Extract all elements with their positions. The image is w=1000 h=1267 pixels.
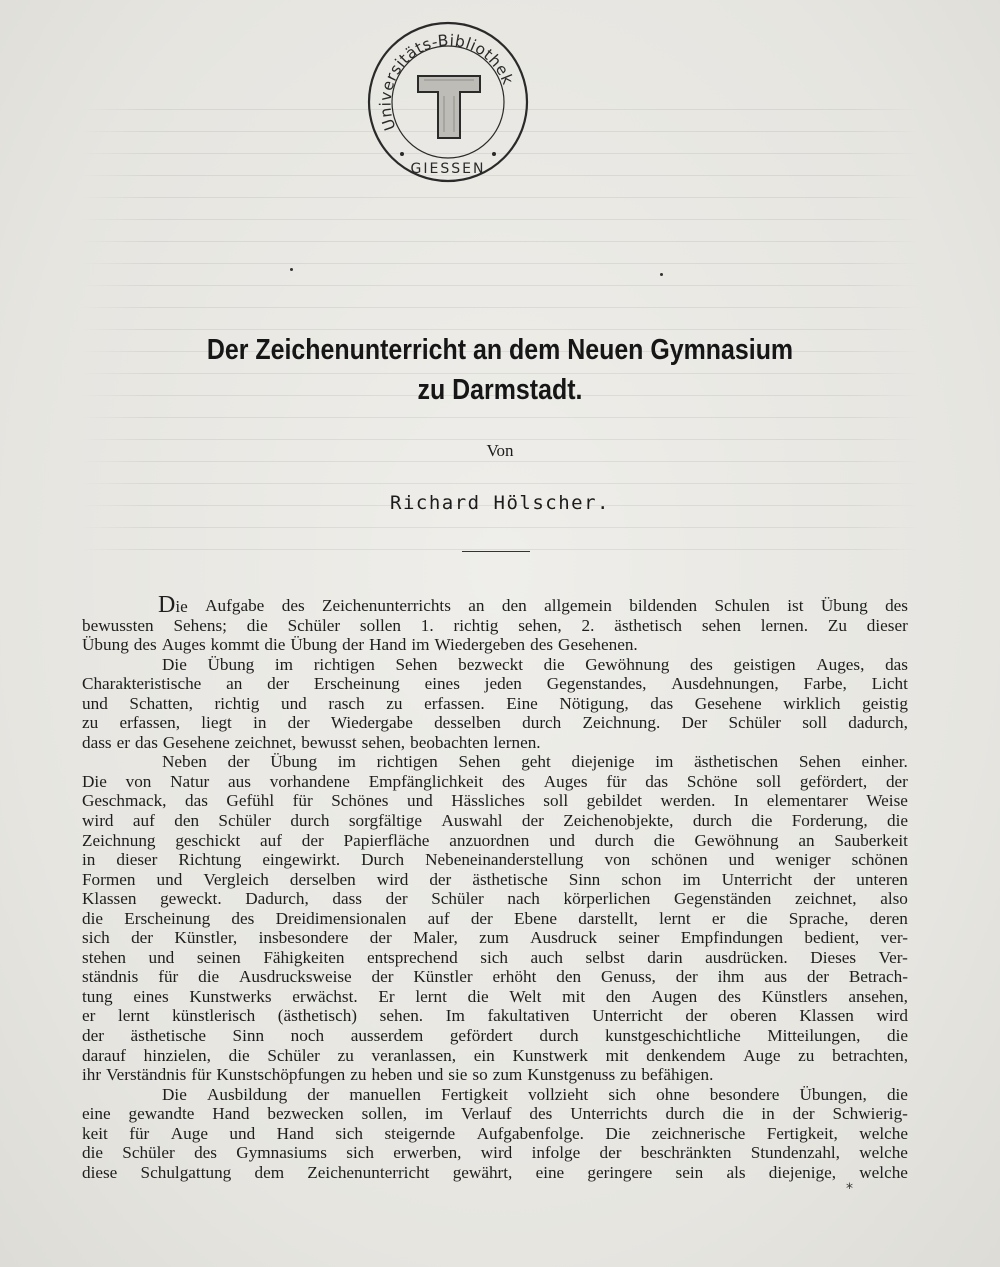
text-line: der ästhetische Sinn noch ausserdem gefördert durch kunstgeschichtliche Mitteilungen, die: [82, 1026, 908, 1046]
text-line: dass er das Gesehene zeichnet, bewusst sehen, beobachten lernen.: [82, 732, 541, 752]
text-line: Formen und Vergleich derselben wird der ästhetische Sinn schon im Unterricht der unteren: [82, 869, 908, 889]
text-line: diese Schulgattung dem Zeichenunterricht gewährt, eine geringere sein als diejenige, welche: [82, 1162, 908, 1182]
text-line: wird auf den Schüler durch sorgfältige Auswahl der Zeichenobjekte, durch die Forderung, die: [82, 811, 908, 831]
library-stamp: [366, 20, 530, 184]
stamp-graphic: [366, 20, 530, 184]
stamp-ring-text: Universitäts-Bibliothek: [376, 31, 518, 133]
article-title-line-2: zu Darmstadt.: [417, 374, 583, 406]
text-line: tung eines Kunstwerks erwächst. Er lernt die Welt mit den Augen des Künstlers ansehen,: [82, 986, 908, 1006]
text-line: Die Übung im richtigen Sehen bezweckt die Gewöhnung des geistigen Auges, das: [162, 654, 908, 674]
text-line: Zeichnung geschickt auf der Papierfläche anzuordnen und durch die Gewöhnung an Sauberkeit: [82, 830, 908, 850]
footer-mark: *: [846, 1181, 853, 1197]
text-line: und Schatten, richtig und rasch zu erfassen. Eine Nötigung, das Gesehene wirklich geistig: [82, 693, 908, 713]
byline-von: Von: [486, 441, 514, 460]
text-line: Geschmack, das Gefühl für Schönes und Hässliches soll gebildet werden. In elementarer Weise: [82, 791, 908, 811]
text-line: darauf hinzielen, die Schüler zu veranlassen, ein Kunstwerk mit denkendem Auge zu betrachten,: [82, 1045, 908, 1065]
author-name: Richard Hölscher.: [390, 492, 610, 514]
tau-cross-emblem: [418, 76, 480, 138]
text-line: stehen und seinen Fähigkeiten entsprechend sich auch selbst darin ausdrücken. Dieses Ver-: [82, 947, 908, 967]
text-line: Die Aufgabe des Zeichenunterrichts an den allgemein bildenden Schulen ist Übung des: [158, 592, 908, 618]
scan-speck: [290, 268, 293, 271]
separator-rule: [462, 551, 530, 552]
text-line: die Schüler des Gymnasiums sich erwerben, wird infolge der beschränkten Stundenzahl, welche: [82, 1143, 908, 1163]
text-line: Die von Natur aus vorhandene Empfänglichkeit des Auges für das Schöne soll gefördert, der: [82, 771, 908, 791]
article-body: [82, 592, 908, 1182]
text-line: zu erfassen, liegt in der Wiedergabe desselben durch Zeichnung. Der Schüler soll dadurch,: [82, 713, 908, 733]
text-line: keit für Auge und Hand sich steigernde Aufgabenfolge. Die zeichnerische Fertigkeit, welche: [82, 1123, 908, 1143]
text-line: eine gewandte Hand bezwecken sollen, im Verlauf des Unterrichts durch die in der Schwierig-: [82, 1104, 908, 1124]
text-line: er lernt künstlerisch (ästhetisch) sehen. Im fakultativen Unterricht der oberen Klassen wird: [82, 1006, 908, 1026]
text-line: in dieser Richtung eingewirkt. Durch Nebeneinanderstellung von schönen und weniger schönen: [82, 850, 908, 870]
text-line: ihr Verständnis für Kunstschöpfungen zu heben und sie so zum Kunstgenuss zu befähigen.: [82, 1065, 714, 1085]
text-line: Klassen geweckt. Dadurch, dass der Schüler nach körperlichen Gegenständen zeichnet, also: [82, 889, 908, 909]
text-line: bewussten Sehens; die Schüler sollen 1. richtig sehen, 2. ästhetisch sehen lernen. Zu dieser: [82, 615, 908, 635]
text-line: Übung des Auges kommt die Übung der Hand im Wiedergeben des Gesehenen.: [82, 635, 638, 655]
text-line: Charakteristische an der Erscheinung eines jeden Gegenstandes, Ausdehnungen, Farbe, Licht: [82, 674, 908, 694]
text-line: Neben der Übung im richtigen Sehen geht diejenige im ästhetischen Sehen einher.: [162, 752, 908, 772]
scan-speck: [660, 273, 663, 276]
text-line: ständnis für die Ausdrucksweise der Künstler erhöht den Genuss, der ihm aus der Betrach-: [82, 967, 908, 987]
article-title-line-1: Der Zeichenunterricht an dem Neuen Gymnasium: [206, 334, 794, 366]
stamp-city-text: GIESSEN: [410, 161, 486, 177]
text-line: sich der Künstler, insbesondere der Maler, zum Ausdruck seiner Empfindungen bedient, ver-: [82, 928, 908, 948]
text-line: die Erscheinung des Dreidimensionalen auf der Ebene darstellt, lernt er die Sprache, deren: [82, 908, 908, 928]
text-line: Die Ausbildung der manuellen Fertigkeit vollzieht sich ohne besondere Übungen, die: [162, 1084, 908, 1104]
